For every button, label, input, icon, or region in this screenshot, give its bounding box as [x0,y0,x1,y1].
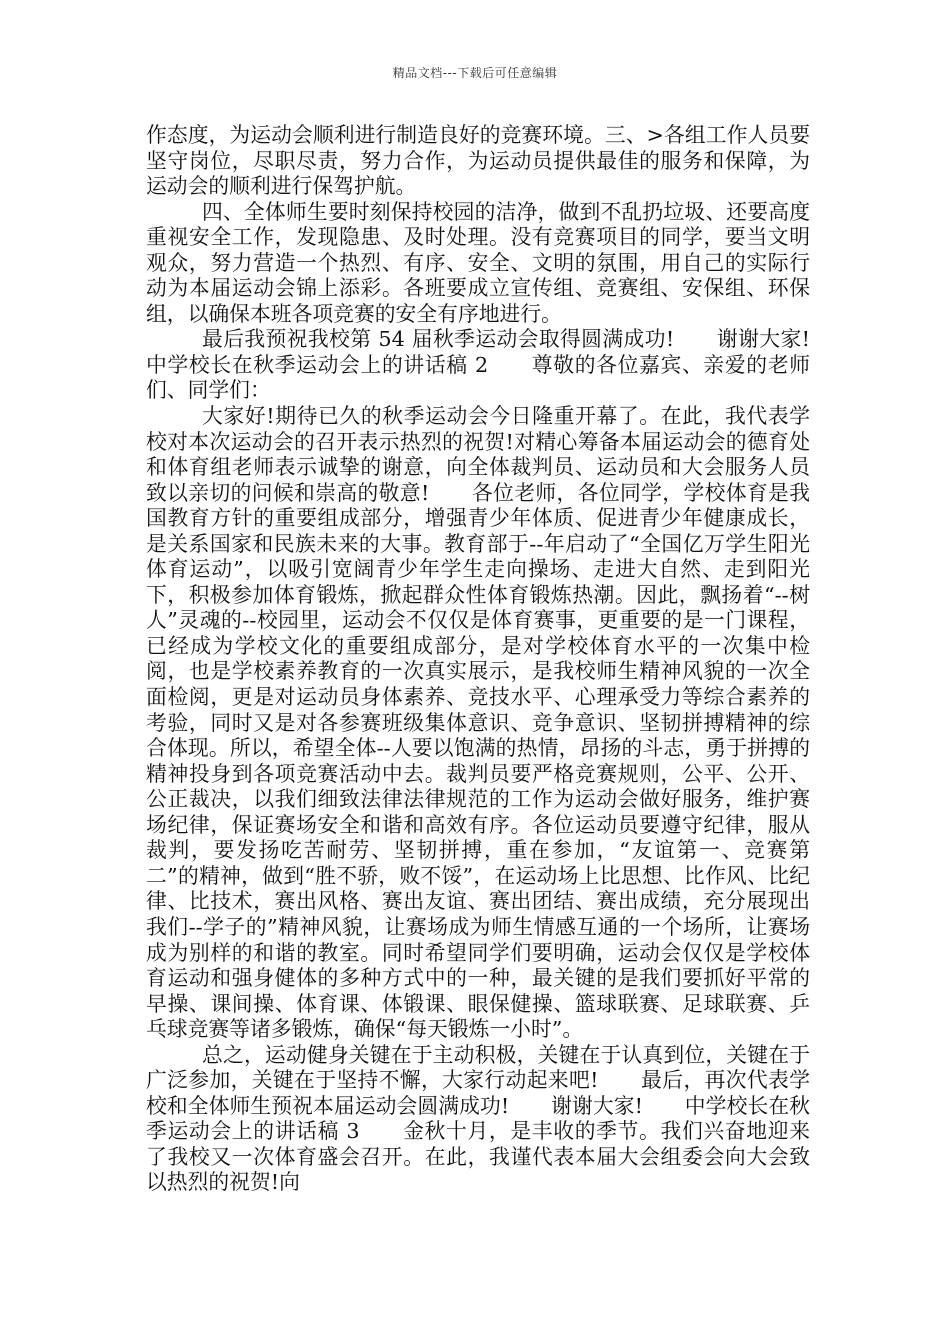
paragraph: 总之，运动健身关键在于主动积极，关键在于认真到位，关键在于广泛参加，关键在于坚持不懈，大家行动起来吧! 最后，再次代表学校和全体师生预祝本届运动会圆满成功! 谢谢大家! 中学校长在秋季运动会上的讲话稿 3 金秋十月，是丰收的季节。我们兴奋地迎来了我校又一次体育盛会召开。在此，我谨代表本届大会组委会向大会致以热烈的祝贺!向 [146,1042,810,1195]
document-body [146,123,852,1196]
paragraph: 最后我预祝我校第 54 届秋季运动会取得圆满成功! 谢谢大家! 中学校长在秋季运动会上的讲话稿 2 尊敬的各位嘉宾、亲爱的老师们、同学们： [146,327,852,403]
paragraph: 作态度，为运动会顺利进行制造良好的竞赛环境。三、>各组工作人员要坚守岗位，尽职尽责，努力合作，为运动员提供最佳的服务和保障，为运动会的顺利进行保驾护航。 [146,123,810,199]
page-header: 精品文档---下载后可任意编辑 [392,66,558,80]
paragraph: 大家好!期待已久的秋季运动会今日隆重开幕了。在此，我代表学校对本次运动会的召开表示热烈的祝贺!对精心筹备本届运动会的德育处和体育组老师表示诚挚的谢意，向全体裁判员、运动员和大会服务人员致以亲切的问候和崇高的敬意! 各位老师，各位同学，学校体育是我国教育方针的重要组成部分，增强青少年体质、促进青少年健康成长，是关系国家和民族未来的大事。教育部于--年启动了“全国亿万学生阳光体育运动”，以吸引宽阔青少年学生走向操场、走进大自然、走到阳光下，积极参加体育锻炼，掀起群众性体育锻炼热潮。因此，飘扬着“--树人”灵魂的--校园里，运动会不仅仅是体育赛事，更重要的是一门课程，已经成为学校文化的重要组成部分，是对学校体育水平的一次集中检阅，也是学校素养教育的一次真实展示，是我校师生精神风貌的一次全面检阅，更是对运动员身体素养、竞技水平、心理承受力等综合素养的考验，同时又是对各参赛班级集体意识、竞争意识、坚韧拼搏精神的综合体现。所以，希望全体--人要以饱满的热情，昂扬的斗志，勇于拼搏的精神投身到各项竞赛活动中去。裁判员要严格竞赛规则，公平、公开、公正裁决，以我们细致法律法律规范的工作为运动会做好服务，维护赛场纪律，保证赛场安全和谐和高效有序。各位运动员要遵守纪律，服从裁判，要发扬吃苦耐劳、坚韧拼搏，重在参加，“友谊第一、竞赛第二”的精神，做到“胜不骄，败不馁”，在运动场上比思想、比作风、比纪律、比技术，赛出风格、赛出友谊、赛出团结、赛出成绩，充分展现出我们--学子的”精神风貌，让赛场成为师生情感互通的一个场所，让赛场成为别样的和谐的教室。同时希望同学们要明确，运动会仅仅是学校体育运动和强身健体的多种方式中的一种，最关键的是我们要抓好平常的早操、课间操、体育课、体锻课、眼保健操、篮球联赛、足球联赛、乒乓球竞赛等诸多锻炼，确保“每天锻炼一小时”。 [146,404,810,1042]
paragraph: 四、全体师生要时刻保持校园的洁净，做到不乱扔垃圾、还要高度重视安全工作，发现隐患、及时处理。没有竞赛项目的同学，要当文明观众，努力营造一个热烈、有序、安全、文明的氛围，用自己的实际行动为本届运动会锦上添彩。各班要成立宣传组、竞赛组、安保组、环保组，以确保本班各项竞赛的安全有序地进行。 [146,199,810,326]
